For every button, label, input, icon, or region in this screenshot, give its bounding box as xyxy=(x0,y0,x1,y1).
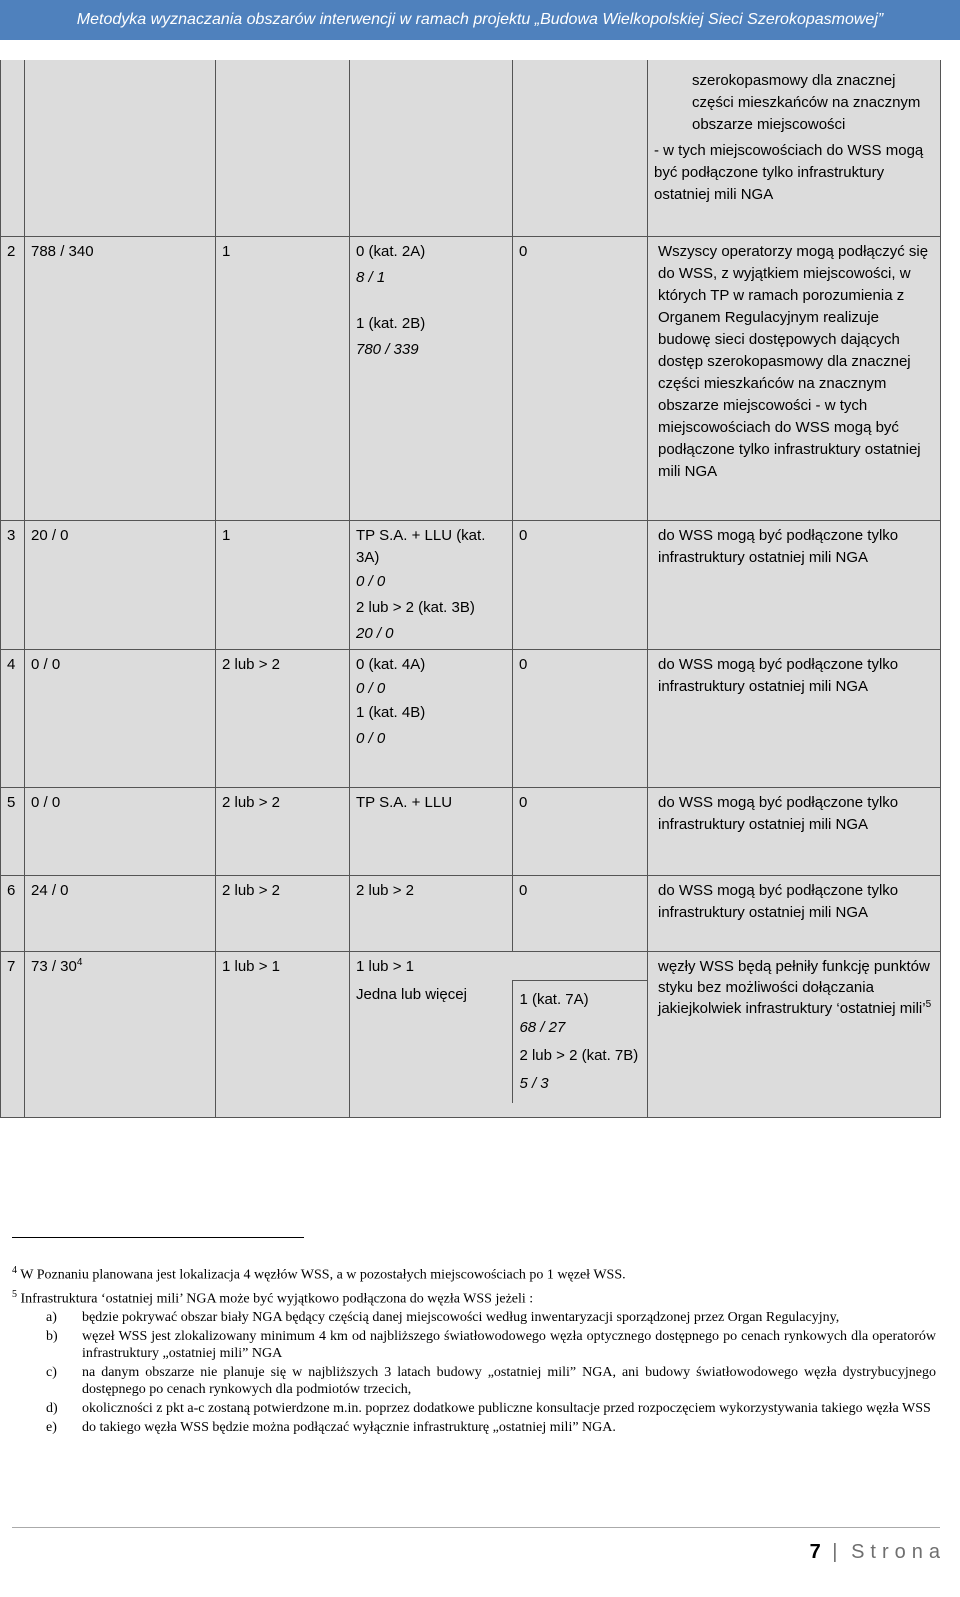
sub-c5 xyxy=(512,980,647,1103)
list-item xyxy=(46,1328,936,1362)
cell xyxy=(25,60,216,236)
cell-num: 5 xyxy=(1,787,25,875)
cell-c3: 1 xyxy=(216,520,350,649)
cell-desc: do WSS mogą być podłączone tylko infrastruktury ostatniej mili NGA xyxy=(648,649,941,787)
list-text: będzie pokrywać obszar biały NGA będący częścią danej miejscowości według inwentaryzacji sporządzonej przez Organ Regulacyjny, xyxy=(82,1310,840,1326)
list-item xyxy=(46,1364,936,1398)
list-text: na danym obszarze nie planuje się w najbliższych 3 latach budowy „ostatniej mili” NGA, ani budowy światłowodowego węzła dystrybucyjnego dostępnego po cenach rynkowych dla podmiotów trzecich, xyxy=(82,1365,936,1398)
cell-pair: 20 / 0 xyxy=(25,520,216,649)
page-word: Strona xyxy=(851,1541,946,1563)
footnote-4-text: W Poznaniu planowana jest lokalizacja 4 węzłów WSS, a w pozostałych miejscowościach po 1 węzeł WSS. xyxy=(20,1267,626,1283)
sub-a2v: 780 / 339 xyxy=(356,340,419,358)
cell-pair: 788 / 340 xyxy=(25,236,216,520)
list-item xyxy=(46,1419,936,1436)
table-row xyxy=(1,520,941,649)
cell-num: 2 xyxy=(1,236,25,520)
cell-pair xyxy=(25,951,216,1117)
table-row xyxy=(1,875,941,951)
cell-num: 7 xyxy=(1,951,25,1117)
sub-a2: 1 (kat. 4B) xyxy=(356,703,426,721)
wss-table xyxy=(0,60,941,1118)
header-title: Metodyka wyznaczania obszarów interwencji w ramach projektu „Budowa Wielkopolskiej Sieci Szerokopasmowej” xyxy=(76,11,884,28)
cell-desc: do WSS mogą być podłączone tylko infrastruktury ostatniej mili NGA xyxy=(648,520,941,649)
sub-a1: TP S.A. + LLU (kat. 3A) xyxy=(356,526,486,566)
cell xyxy=(350,60,513,236)
cell-c3: 2 lub > 2 xyxy=(216,875,350,951)
table-row xyxy=(1,951,941,1117)
sub-b2: 2 lub > 2 (kat. 7B) xyxy=(519,1046,639,1064)
cell-desc: do WSS mogą być podłączone tylko infrastruktury ostatniej mili NGA xyxy=(648,787,941,875)
cell-c4 xyxy=(350,649,513,787)
sub-a2: 2 lub > 2 (kat. 3B) xyxy=(356,598,475,616)
footnote-5-text: Infrastruktura ‘ostatniej mili’ NGA może być wyjątkowo podłączona do węzła WSS jeżeli : xyxy=(20,1291,534,1307)
sub-a2v: 0 / 0 xyxy=(356,729,386,747)
sub-a2: 1 (kat. 2B) xyxy=(356,314,426,332)
list-text: do takiego węzła WSS będzie można podłączać wyłącznie infrastrukturę „ostatniej mili” NGA. xyxy=(82,1420,616,1436)
cell-c5: 0 xyxy=(513,520,648,649)
cell-c3: 1 xyxy=(216,236,350,520)
cell-pair: 24 / 0 xyxy=(25,875,216,951)
cell xyxy=(216,60,350,236)
cell-pair: 0 / 0 xyxy=(25,787,216,875)
footnote-4-num: 4 xyxy=(12,1265,17,1276)
cell-num: 6 xyxy=(1,875,25,951)
footer-separator xyxy=(12,1527,940,1528)
list-letter: a) xyxy=(46,1310,57,1326)
cell-c4: TP S.A. + LLU xyxy=(350,787,513,875)
page-number: 7 xyxy=(809,1541,821,1563)
sub-b1: 1 (kat. 7A) xyxy=(519,990,589,1008)
cell-desc: do WSS mogą być podłączone tylko infrastruktury ostatniej mili NGA xyxy=(648,875,941,951)
sub-grid xyxy=(350,980,647,1103)
row0-desc: szerokopasmowy dla znacznej części mieszkańców na znacznym obszarze miejscowości xyxy=(692,72,921,133)
cell xyxy=(513,60,648,236)
cell-num: 4 xyxy=(1,649,25,787)
cell-c5: 0 xyxy=(513,236,648,520)
footnote-5-num: 5 xyxy=(12,1288,17,1300)
pair-value: 73 / 30 xyxy=(31,957,77,975)
sub-b1v: 68 / 27 xyxy=(519,1018,566,1036)
list-letter: d) xyxy=(46,1401,58,1417)
page-header xyxy=(0,0,960,40)
list-letter: e) xyxy=(46,1420,57,1436)
cell-c5: 0 xyxy=(513,875,648,951)
cell-pair: 0 / 0 xyxy=(25,649,216,787)
footnotes xyxy=(12,1262,936,1438)
sub-a1v: 8 / 1 xyxy=(356,268,386,286)
sub-c4: 1 lub > 1 xyxy=(356,957,414,975)
cell xyxy=(1,60,25,236)
list-text: okoliczności z pkt a-c zostaną potwierdzone m.in. poprzez dodatkowe publiczne konsultacje przed rozpoczęciem wykorzystywania takiego węzła WSS xyxy=(82,1401,931,1417)
table-row xyxy=(1,236,941,520)
cell-c4 xyxy=(350,951,648,1117)
list-letter: c) xyxy=(46,1365,57,1381)
cell-c4: 2 lub > 2 xyxy=(350,875,513,951)
sub-a1v: 0 / 0 xyxy=(356,679,386,697)
row0-desc2: - w tych miejscowościach do WSS mogą być podłączone tylko infrastruktury ostatniej mili NGA xyxy=(654,142,924,203)
list-letter: b) xyxy=(46,1329,58,1345)
footnote-ref-4: 4 xyxy=(76,956,83,968)
sub-a1: 0 (kat. 2A) xyxy=(356,242,426,260)
cell-c5: 0 xyxy=(513,787,648,875)
footnote-5 xyxy=(12,1286,936,1308)
cell-c4 xyxy=(350,520,513,649)
cell-c3: 1 lub > 1 xyxy=(216,951,350,1117)
sub-a1: 0 (kat. 4A) xyxy=(356,655,426,673)
table-row xyxy=(1,787,941,875)
cell-c3: 2 lub > 2 xyxy=(216,787,350,875)
cell-c4 xyxy=(350,236,513,520)
footnote-ref-5: 5 xyxy=(925,998,932,1010)
sub-c4b: Jedna lub więcej xyxy=(356,985,467,1003)
list-item xyxy=(46,1309,936,1326)
table-row xyxy=(1,649,941,787)
sub-b2v: 5 / 3 xyxy=(519,1074,549,1092)
cell-c5: 0 xyxy=(513,649,648,787)
cell xyxy=(648,60,941,236)
cell-num: 3 xyxy=(1,520,25,649)
list-text: węzeł WSS jest zlokalizowany minimum 4 km od najbliższego światłowodowego węzła optycznego dostępnego po cenach rynkowych dla operatorów infrastruktury „ostatniej mili” NGA xyxy=(82,1329,936,1362)
sub-a1v: 0 / 0 xyxy=(356,572,386,590)
sub-a2v: 20 / 0 xyxy=(356,624,394,642)
cell-desc: Wszyscy operatorzy mogą podłączyć się do WSS, z wyjątkiem miejscowości, w których TP w ramach porozumienia z Organem Regulacyjnym realizuje budowę sieci dostępowych dających dostęp szerokopasmowy dla znacznej części mieszkańców na znacznym obszarze miejscowości - w tych miejscowościach do WSS mogą być podłączone tylko infrastruktury ostatniej mili NGA xyxy=(648,236,941,520)
footnote-separator xyxy=(12,1237,304,1238)
list-item xyxy=(46,1400,936,1417)
row7-desc: węzły WSS będą pełniły funkcję punktów styku bez możliwości dołączania jakiejkolwiek infrastruktury ‘ostatniej mili’ xyxy=(658,957,930,1017)
page-footer xyxy=(810,1541,946,1564)
footer-sep: | xyxy=(832,1541,838,1563)
table-row xyxy=(1,60,941,236)
footnote-4 xyxy=(12,1262,936,1284)
cell-c3: 2 lub > 2 xyxy=(216,649,350,787)
cell-desc xyxy=(648,951,941,1117)
table-container xyxy=(0,60,940,1118)
